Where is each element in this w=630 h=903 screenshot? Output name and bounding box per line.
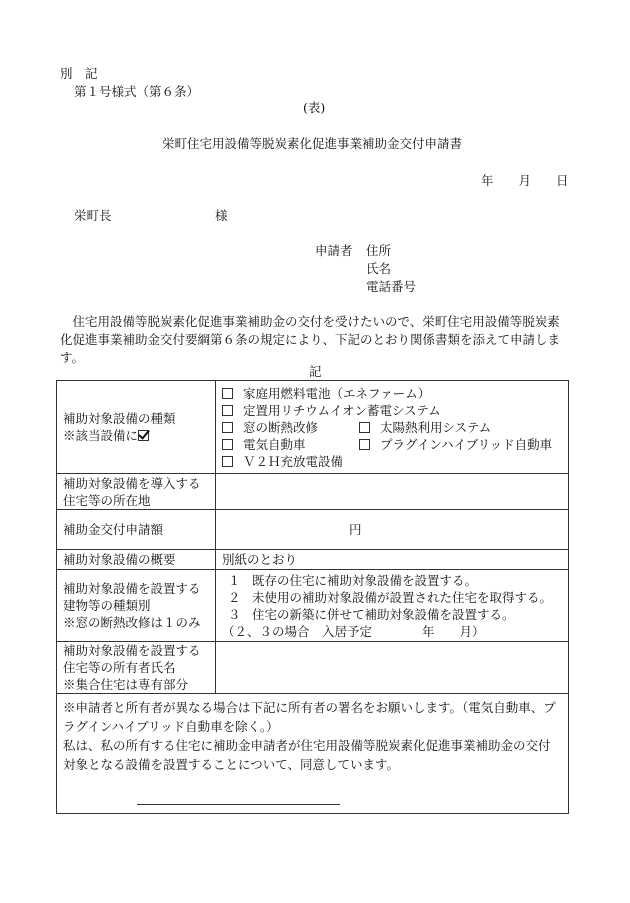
application-form-table xyxy=(56,380,569,814)
checkbox-icon[interactable] xyxy=(222,405,233,416)
owner-label-cell: 補助対象設備を設置する 住宅等の所有者氏名 ※集合住宅は専有部分 xyxy=(57,642,216,694)
option-fuel-cell[interactable]: 家庭用燃料電池（エネファーム） xyxy=(222,385,562,402)
building-option-1[interactable]: １ 既存の住宅に補助対象設備を設置する。 xyxy=(228,572,478,588)
table-row xyxy=(57,550,569,570)
option-row-ev-phv xyxy=(222,436,562,453)
checkbox-icon[interactable] xyxy=(222,388,233,399)
page-title: 栄町住宅用設備等脱炭素化促進事業補助金交付申請書 xyxy=(162,136,463,151)
option-v2h[interactable]: Ｖ２Ｈ充放電設備 xyxy=(222,453,562,470)
table-row xyxy=(57,474,569,510)
ki-heading: 記 xyxy=(309,364,322,379)
equip-type-label-cell xyxy=(57,381,216,474)
equip-type-note: ※該当設備に xyxy=(63,427,209,444)
equip-type-label: 補助対象設備の種類 xyxy=(63,411,176,426)
option-battery[interactable]: 定置用リチウムイオン蓄電システム xyxy=(222,402,562,419)
checked-box-icon xyxy=(138,430,149,441)
intro-paragraph: 住宅用設備等脱炭素化促進事業補助金の交付を受けたいので、栄町住宅用設備等脱炭素化促進事業補助金交付要綱第６条の規定により、下記のとおり関係書類を添えて申請します。 xyxy=(60,314,561,365)
checkbox-icon[interactable] xyxy=(359,439,370,450)
checkbox-icon[interactable] xyxy=(359,422,370,433)
annex-label: 別 記 xyxy=(60,66,98,81)
date-field: 年 月 日 xyxy=(481,173,569,188)
consent-statement: 私は、私の所有する住宅に補助金申請者が住宅用設備等脱炭素化促進事業補助金の交付対象となる設備を設置することについて、同意しています。 xyxy=(63,738,551,772)
summary-label: 補助対象設備の概要 xyxy=(57,550,216,570)
table-row xyxy=(57,381,569,474)
checkbox-icon[interactable] xyxy=(222,422,233,433)
checkbox-icon[interactable] xyxy=(222,456,233,467)
table-row xyxy=(57,570,569,642)
honorific: 様 xyxy=(215,208,228,223)
location-label-cell: 補助対象設備を導入する 住宅等の所在地 xyxy=(57,474,216,510)
move-in-date: （２、３の場合 入居予定 年 月） xyxy=(222,623,485,639)
summary-value: 別紙のとおり xyxy=(216,550,569,570)
form-number: 第１号様式（第６条） xyxy=(74,84,200,99)
building-option-3[interactable]: ３ 住宅の新築に併せて補助対象設備を設置する。 xyxy=(228,606,515,622)
building-options-cell xyxy=(216,570,569,642)
applicant-name-label: 氏名 xyxy=(366,261,392,276)
consent-note: ※申請者と所有者が異なる場合は下記に所有者の署名をお願いします。（電気自動車、プラグインハイブリッド自動車を除く。） xyxy=(63,700,556,734)
amount-input-cell[interactable] xyxy=(216,510,569,550)
amount-label: 補助金交付申請額 xyxy=(57,510,216,550)
table-row xyxy=(57,510,569,550)
applicant-address-label: 住所 xyxy=(366,243,392,258)
side-label: (表) xyxy=(303,100,326,115)
checkbox-icon[interactable] xyxy=(222,439,233,450)
option-ev[interactable]: 電気自動車 xyxy=(222,436,359,453)
table-row xyxy=(57,642,569,694)
table-row xyxy=(57,694,569,814)
option-solar-thermal[interactable]: 太陽熱利用システム xyxy=(359,420,491,435)
addressee: 栄町長 xyxy=(74,208,112,223)
amount-unit: 円 xyxy=(349,522,362,537)
option-phv[interactable]: プラグインハイブリッド自動車 xyxy=(359,437,552,452)
option-window[interactable]: 窓の断熱改修 xyxy=(222,419,359,436)
owner-signature-line[interactable] xyxy=(137,804,340,805)
applicant-phone-label: 電話番号 xyxy=(366,279,417,294)
applicant-label: 申請者 xyxy=(315,243,353,258)
building-label-cell: 補助対象設備を設置する 建物等の種類別 ※窓の断熱改修は１のみ xyxy=(57,570,216,642)
owner-name-input-cell[interactable] xyxy=(216,642,569,694)
building-option-2[interactable]: ２ 未使用の補助対象設備が設置された住宅を取得する。 xyxy=(228,589,553,605)
location-input-cell[interactable] xyxy=(216,474,569,510)
consent-cell xyxy=(57,694,569,814)
equip-options-cell xyxy=(216,381,569,474)
option-row-window-solar xyxy=(222,419,562,436)
